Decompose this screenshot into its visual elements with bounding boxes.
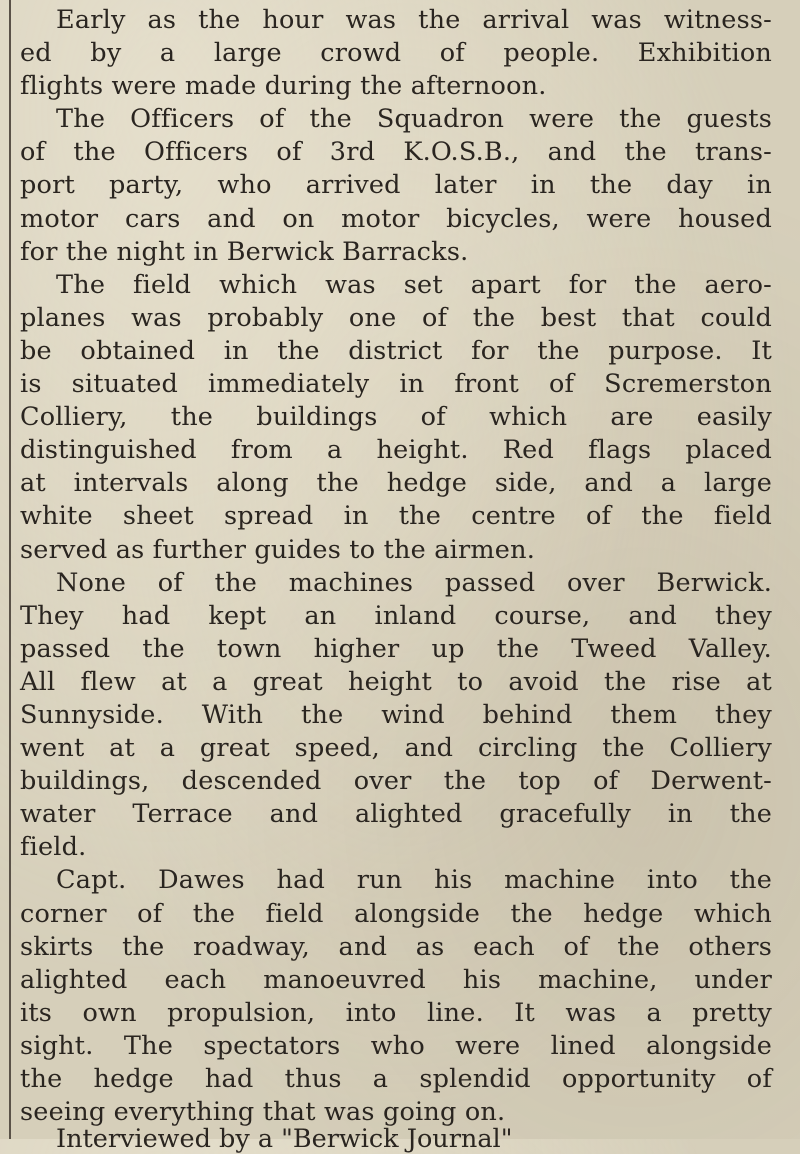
text-line: Interviewed by a "Berwick Journal" bbox=[56, 1124, 513, 1154]
text-line: motor cars and on motor bicycles, were housed bbox=[20, 203, 772, 234]
text-line: Capt. Dawes had run his machine into the bbox=[56, 865, 772, 896]
text-line: the hedge had thus a splendid opportunity of bbox=[20, 1064, 772, 1094]
paragraph-4 bbox=[20, 567, 772, 865]
paragraph-1 bbox=[20, 4, 772, 103]
text-line: distinguished from a height. Red flags placed bbox=[20, 435, 772, 466]
text-line: None of the machines passed over Berwick. bbox=[56, 567, 772, 598]
text-line: is situated immediately in front of Scremerston bbox=[20, 369, 772, 400]
text-line: corner of the field alongside the hedge which bbox=[20, 898, 772, 929]
text-line: sight. The spectators who were lined alongside bbox=[20, 1030, 772, 1061]
article-column bbox=[20, 4, 772, 1129]
text-line: field. bbox=[20, 832, 87, 863]
text-line: for the night in Berwick Barracks. bbox=[20, 236, 469, 267]
column-rule bbox=[9, 0, 11, 1139]
text-line: went at a great speed, and circling the Colliery bbox=[20, 733, 772, 764]
text-line: Sunnyside. With the wind behind them they bbox=[20, 699, 772, 730]
text-line: buildings, descended over the top of Derwent- bbox=[20, 766, 772, 797]
text-line: ed by a large crowd of people. Exhibition bbox=[20, 38, 772, 69]
text-line: The Officers of the Squadron were the guests bbox=[56, 104, 772, 135]
text-line: its own propulsion, into line. It was a pretty bbox=[20, 997, 772, 1028]
text-line: Early as the hour was the arrival was witness- bbox=[56, 5, 772, 35]
text-line: They had kept an inland course, and they bbox=[20, 600, 772, 631]
text-line: served as further guides to the airmen. bbox=[20, 534, 536, 565]
text-line: Colliery, the buildings of which are easily bbox=[20, 402, 772, 433]
text-line: white sheet spread in the centre of the field bbox=[20, 501, 772, 532]
text-line: port party, who arrived later in the day in bbox=[20, 170, 772, 201]
text-line: seeing everything that was going on. bbox=[20, 1097, 506, 1128]
text-line: of the Officers of 3rd K.O.S.B., and the trans- bbox=[20, 137, 772, 168]
text-line: passed the town higher up the Tweed Valley. bbox=[20, 633, 772, 664]
text-line: at intervals along the hedge side, and a large bbox=[20, 468, 772, 499]
text-line: planes was probably one of the best that could bbox=[20, 302, 772, 333]
text-line: flights were made during the afternoon. bbox=[20, 71, 547, 102]
text-line: be obtained in the district for the purpose. It bbox=[20, 335, 772, 366]
paragraph-2 bbox=[20, 103, 772, 268]
text-line: skirts the roadway, and as each of the others bbox=[20, 931, 772, 962]
cut-off-next-line bbox=[20, 1124, 772, 1154]
text-line: alighted each manoeuvred his machine, under bbox=[20, 964, 772, 995]
text-line: water Terrace and alighted gracefully in the bbox=[20, 799, 772, 830]
paragraph-3 bbox=[20, 269, 772, 567]
text-line: All flew at a great height to avoid the rise at bbox=[20, 666, 772, 697]
text-line: The field which was set apart for the aero- bbox=[56, 269, 772, 300]
paragraph-5 bbox=[20, 864, 772, 1129]
